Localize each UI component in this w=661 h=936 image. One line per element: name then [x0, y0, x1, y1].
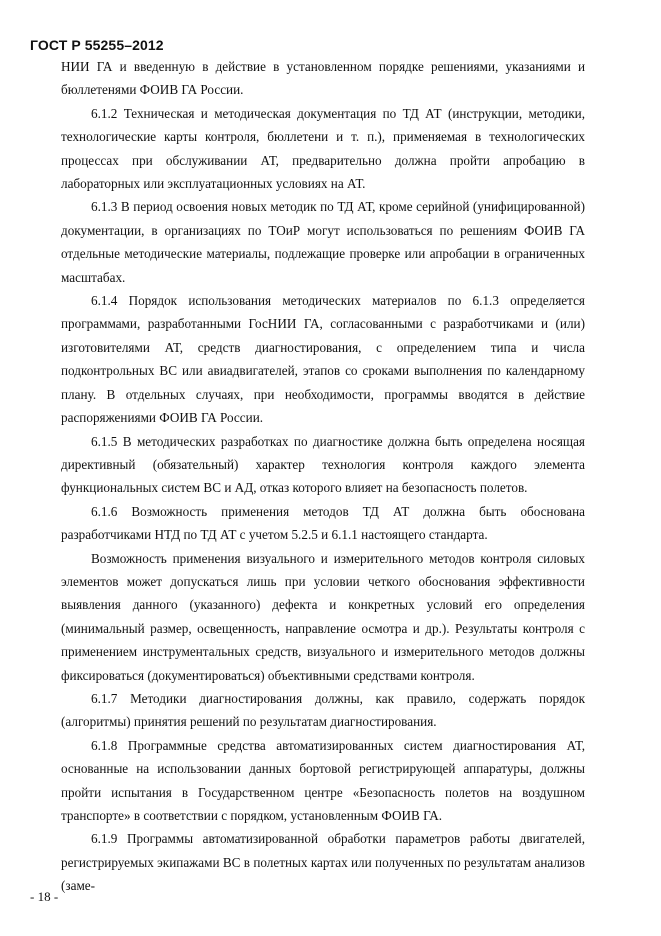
paragraph-6-1-4: 6.1.4 Порядок использования методических материалов по 6.1.3 определяется программами, разработанными ГосНИИ ГА, согласованными с разработчиками и (или) изготовителями АТ, средств диагностирования, с определением типа и числа подконтрольных ВС или авиадвигателей, этапов со сроками выполнения по календарному плану. В отдельных случаях, при необходимости, программы вводятся в действие распоряжениями ФОИВ ГА России. — [61, 293, 585, 426]
paragraph-6-1-8: 6.1.8 Программные средства автоматизированных систем диагностирования АТ, основанные на использовании данных бортовой регистрирующей аппаратуры, должны пройти испытания в Государственном центре «Безопасность полетов на воздушном транспорте» в соответствии с порядком, установленным ФОИВ ГА. — [61, 737, 585, 823]
paragraph-6-1-7: 6.1.7 Методики диагностирования должны, как правило, содержать порядок (алгоритмы) принятия решений по результатам диагностирования. — [61, 690, 585, 730]
paragraph-continuation: НИИ ГА и введенную в действие в установленном порядке решениями, указаниями и бюллетенями ФОИВ ГА России. — [61, 59, 585, 98]
paragraph-6-1-6: 6.1.6 Возможность применения методов ТД АТ должна быть обоснована разработчиками НТД по ТД АТ с учетом 5.2.5 и 6.1.1 настоящего стандарта. — [61, 503, 585, 543]
paragraph-6-1-6-cont: Возможность применения визуального и измерительного методов контроля силовых элементов может допускаться лишь при условии четкого обоснования эффективности выявления данного (указанного) дефекта и конкретных условий его определения (минимальный размер, освещенность, направление осмотра и др.). Результаты контроля с применением инструментальных средств, визуального и измерительного методов должны фиксироваться (документироваться) объективными средствами контроля. — [61, 550, 585, 683]
paragraph-6-1-9: 6.1.9 Программы автоматизированной обработки параметров работы двигателей, регистрируемых экипажами ВС в полетных картах или полученных по результатам анализов (заме- — [61, 831, 585, 894]
page-title: ГОСТ Р 55255–2012 — [30, 37, 164, 53]
document-body — [61, 55, 585, 898]
paragraph-6-1-2: 6.1.2 Техническая и методическая документация по ТД АТ (инструкции, методики, технологические карты контроля, бюллетени и т. п.), применяемая в технологических процессах при обслуживании АТ, предварительно должна пройти апробацию в лабораторных или эксплуатационных условиях на АТ. — [61, 105, 585, 192]
page-number: - 18 - — [30, 889, 59, 904]
paragraph-6-1-3: 6.1.3 В период освоения новых методик по ТД АТ, кроме серийной (унифицированной) документации, в организациях по ТОиР могут использоваться по решениям ФОИВ ГА отдельные методические материалы, подлежащие проверке или апробации в ограниченных масштабах. — [61, 199, 585, 285]
paragraph-6-1-5: 6.1.5 В методических разработках по диагностике должна быть определена носящая директивный (обязательный) характер технология контроля каждого элемента функциональных систем ВС и АД, отказ которого влияет на безопасность полетов. — [61, 433, 585, 496]
